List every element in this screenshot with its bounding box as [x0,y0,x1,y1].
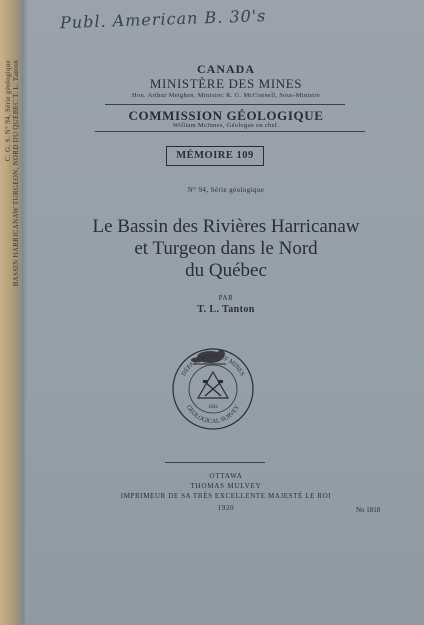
spine-title-text: BASSIN HARRICANAW TURGEON, NORD DU QUÉBEC T. L. Tanton [12,60,20,287]
handwritten-note: Publ. American B. 30's [59,6,267,33]
book-spine [0,0,23,625]
by-label: PAR [218,294,234,302]
title-line-3: du Québec [185,260,267,281]
geological-survey-seal-icon [170,346,256,432]
divider-rule [95,131,365,132]
imprint-year: 1920 [217,504,235,512]
imprint-city: OTTAWA [209,472,243,480]
commission-heading: COMMISSION GÉOLOGIQUE [128,108,324,123]
author-name: T. L. Tanton [197,304,255,315]
publication-number: No 1818 [356,506,381,514]
imprint-role: IMPRIMEUR DE SA TRÈS EXCELLENTE MAJESTÉ LE ROI [120,492,332,500]
series-label: N° 94, Série géologique [187,186,265,194]
divider-rule [165,462,265,463]
ministers-line: Hon. Arthur Meighen, Ministre; R. G. McConnell, Sous-Ministre [131,92,320,99]
seal-top-text: DEPARTMENT OF MINES [180,352,246,378]
country-heading: CANADA [197,62,255,76]
chief-geologist-line: William McInnes, Géologue en chef. [172,122,280,129]
title-line-1: Le Bassin des Rivières Harricanaw [92,216,360,237]
divider-rule [105,104,345,105]
seal-year: 1842 [208,405,218,410]
ministry-heading: MINISTÈRE DES MINES [149,76,303,91]
title-line-2: et Turgeon dans le Nord [134,238,318,259]
memoir-number-box: MÉMOIRE 109 [166,146,264,166]
imprint-printer: THOMAS MULVEY [190,482,262,490]
spine-series-text: C. G. S. N° 94, Série géologique [4,60,12,162]
seal-bottom-text: GEOLOGICAL SURVEY [184,403,242,426]
